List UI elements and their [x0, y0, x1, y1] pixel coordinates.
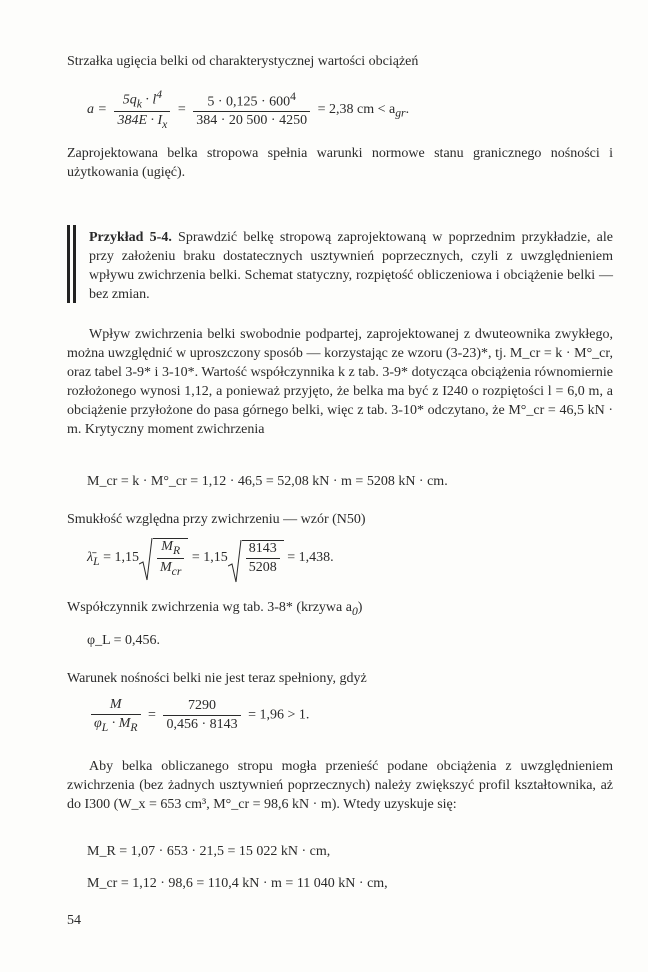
- radical-sign: [139, 538, 153, 582]
- formula-slenderness: $\lambdā_L = 1,15$ $\frac{M_R}{M_{cr}}$ = 1,15 $\frac{8143}{5208}$ = 1,438.: [87, 538, 334, 578]
- paragraph-slenderness: Smukłość względna przy zwichrzeniu — wzór (N50): [67, 512, 366, 527]
- fraction-numeric: $\frac{5 \cdot 0,125 \cdot 600^4}{384 \cdot 20 500 \cdot 4250}$: [193, 90, 310, 130]
- sqrt-numeric: $\frac{8143}{5208}$: [228, 540, 284, 576]
- paragraph-upgrade: Aby belka obliczanego stropu mogła przenieść podane obciążenia z uwzględnieniem zwichrzenia (bez żadnych usztywnień poprzecznych) należy zwiększyć profil kształtownika, aż do I300 (W_x = 653 cm³, M°_cr = 98,6 kN · m). Wtedy uzyskuje się:: [67, 759, 613, 812]
- page-number: 54: [67, 913, 81, 928]
- paragraph-lateral-torsional: Wpływ zwichrzenia belki swobodnie podpartej, zaprojektowanej z dwuteownika zwykłego, można uwzględnić w uproszczony sposób — korzystając ze wzoru (3-23)*, tj. M_cr = k · M°_cr, oraz tabel 3-9* i 3-10*. Wartość współczynnika k z tab. 3-9* dotycząca obciążenia równomiernie rozłożonego wynosi 1,12, a ponieważ przyjęto, że belka ma być z I240 o rozpiętości l = 6,0 m, a obciążenie przyłożone do pasa górnego belki, więc z tab. 3-10* odczytano, że M°_cr = 46,5 kN · m. Krytyczny moment zwichrzenia: [67, 327, 613, 437]
- example-marker-bar: [67, 225, 76, 303]
- paragraph-deflection-intro: Strzałka ugięcia belki od charakterystycznej wartości obciążeń: [67, 54, 419, 69]
- formula-lhs: a =: [87, 101, 107, 117]
- example-body: Sprawdzić belkę stropową zaprojektowaną w poprzednim przykładzie, ale przy założeniu braku dostatecznych usztywnień poprzecznych, czyli z uwzględnieniem wpływu zwichrzenia belki. Schemat statyczny, rozpiętość obliczeniowa i obciążenie belki — bez zmian.: [89, 230, 613, 302]
- formula-critical-moment-new: M_cr = 1,12 · 98,6 = 110,4 kN · m = 11 040 kN · cm,: [87, 876, 388, 891]
- formula-moment-resistance: M_R = 1,07 · 653 · 21,5 = 15 022 kN · cm,: [87, 844, 331, 859]
- example-block: [89, 228, 613, 304]
- example-title: Przykład 5-4.: [89, 230, 172, 245]
- paragraph-capacity-check: Warunek nośności belki nie jest teraz spełniony, gdyż: [67, 671, 367, 686]
- formula-deflection: a = $\frac{5q_k \cdot l^4}{384E \cdot I_x}$ = $\frac{5 \cdot 0,125 \cdot 600^4}{384 \cdot 20 500 \cdot 4250}$ = 2,38 cm < $a_{gr}$.: [87, 88, 410, 132]
- formula-phi: φ_L = 0,456.: [87, 633, 161, 648]
- paragraph-conclusion: Zaprojektowana belka stropowa spełnia warunki normowe stanu granicznego nośności i użytkowania (ugięć).: [67, 146, 613, 180]
- fraction-symbolic: $\frac{5q_k \cdot l^4}{384E \cdot I_x}$: [114, 88, 170, 131]
- formula-capacity: $\frac{M}{\varphi_L \cdot M_R}$ = $\frac{7290}{0,456 \cdot 8143}$ = 1,96 > 1.: [87, 697, 309, 734]
- formula-critical-moment: M_cr = k · M°_cr = 1,12 · 46,5 = 52,08 kN · m = 5208 kN · cm.: [87, 474, 448, 489]
- radical-sign: [228, 540, 242, 584]
- sqrt-symbolic: $\frac{M_R}{M_{cr}}$: [139, 538, 188, 578]
- paragraph-buckling-factor: Współczynnik zwichrzenia wg tab. 3-8* (krzywa $a_0$): [67, 600, 363, 618]
